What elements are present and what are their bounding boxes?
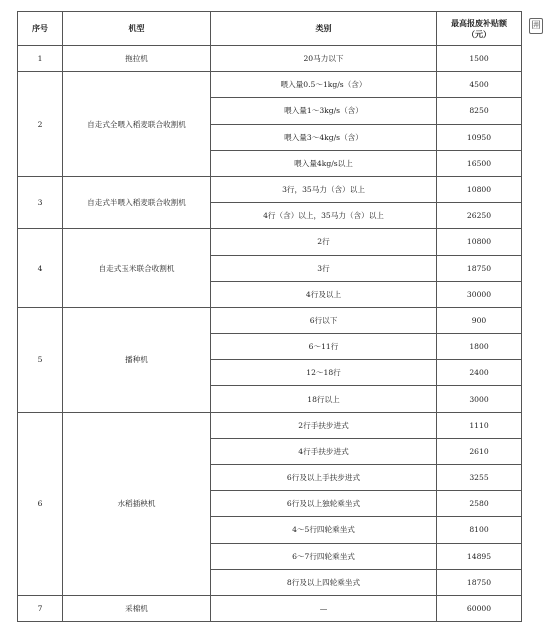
cell-no: 6 [18,412,63,595]
cell-no: 2 [18,72,63,177]
cell-category: 4～5行四轮乘坐式 [211,517,437,543]
header-amount [437,12,522,46]
cell-amount: 2580 [437,491,522,517]
cell-amount: 1110 [437,412,522,438]
cell-model: 拖拉机 [63,46,211,72]
header-model: 机型 [63,12,211,46]
cell-category: 3行 [211,255,437,281]
cell-amount: 3255 [437,465,522,491]
cell-amount: 3000 [437,386,522,412]
table-row [18,595,522,621]
cell-no: 3 [18,176,63,228]
header-no: 序号 [18,12,63,46]
cell-category: 8行及以上四轮乘坐式 [211,569,437,595]
cell-category: 2行 [211,229,437,255]
header-row [18,12,522,46]
cell-category: 喂入量4kg/s以上 [211,150,437,176]
cell-category: 6行及以上手扶步进式 [211,465,437,491]
table-body [18,46,522,622]
table-row [18,176,522,202]
cell-model: 采棉机 [63,595,211,621]
cell-category: 喂入量1～3kg/s（含） [211,98,437,124]
cell-amount: 4500 [437,72,522,98]
cell-category: — [211,595,437,621]
cell-category: 6～11行 [211,334,437,360]
cell-model: 水稻插秧机 [63,412,211,595]
cell-amount: 16500 [437,150,522,176]
cell-amount: 2610 [437,438,522,464]
cell-amount: 18750 [437,569,522,595]
cell-amount: 10800 [437,229,522,255]
cell-no: 7 [18,595,63,621]
cell-amount: 26250 [437,203,522,229]
table-icon[interactable]: 囲 [529,18,543,34]
cell-model: 自走式玉米联合收割机 [63,229,211,308]
cell-amount: 1800 [437,334,522,360]
table-row [18,307,522,333]
cell-category: 喂入量3～4kg/s（含） [211,124,437,150]
cell-amount: 8250 [437,98,522,124]
cell-amount: 60000 [437,595,522,621]
cell-model: 自走式全喂入稻麦联合收割机 [63,72,211,177]
cell-no: 1 [18,46,63,72]
cell-category: 18行以上 [211,386,437,412]
cell-amount: 10950 [437,124,522,150]
cell-no: 4 [18,229,63,308]
cell-category: 2行手扶步进式 [211,412,437,438]
cell-no: 5 [18,307,63,412]
table-row [18,229,522,255]
header-amount-line1: 最高报废补贴额 [451,17,507,28]
cell-category: 4行（含）以上，35马力（含）以上 [211,203,437,229]
table-row [18,72,522,98]
cell-category: 4行手扶步进式 [211,438,437,464]
table-row [18,46,522,72]
cell-amount: 8100 [437,517,522,543]
cell-category: 6行以下 [211,307,437,333]
header-category: 类别 [211,12,437,46]
cell-category: 4行及以上 [211,281,437,307]
cell-amount: 18750 [437,255,522,281]
cell-amount: 2400 [437,360,522,386]
header-amount-line2: （元） [467,28,491,39]
table-row [18,412,522,438]
cell-category: 喂入量0.5～1kg/s（含） [211,72,437,98]
cell-model: 自走式半喂入稻麦联合收割机 [63,176,211,228]
cell-category: 20马力以下 [211,46,437,72]
subsidy-table [17,11,522,622]
cell-amount: 10800 [437,176,522,202]
cell-amount: 900 [437,307,522,333]
cell-amount: 1500 [437,46,522,72]
cell-category: 12～18行 [211,360,437,386]
cell-category: 3行，35马力（含）以上 [211,176,437,202]
cell-model: 播种机 [63,307,211,412]
cell-amount: 30000 [437,281,522,307]
cell-amount: 14895 [437,543,522,569]
cell-category: 6行及以上独轮乘坐式 [211,491,437,517]
cell-category: 6～7行四轮乘坐式 [211,543,437,569]
